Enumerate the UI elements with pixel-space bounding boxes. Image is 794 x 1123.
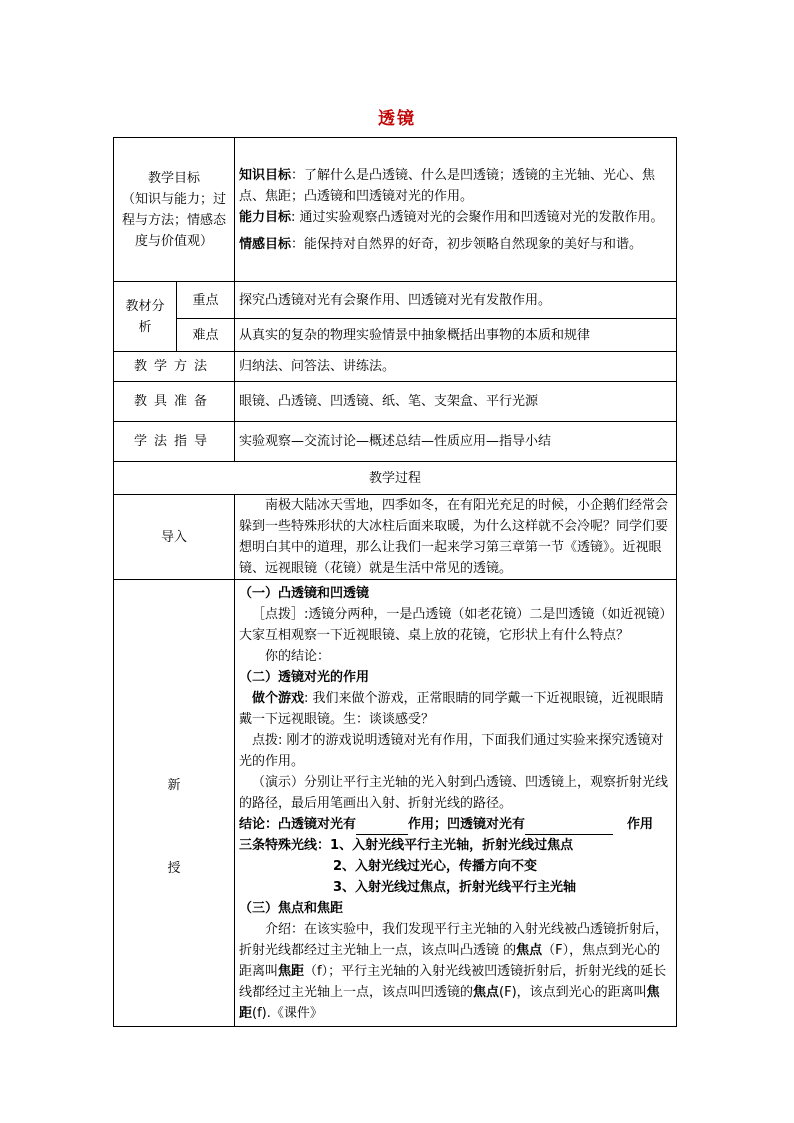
objectives-label: 教学目标: [148, 170, 201, 186]
knowledge-objective-label: 知识目标: [239, 167, 292, 183]
new-lesson-label-1: 新: [167, 778, 181, 793]
ability-objective-text: : 通过实验观察凸透镜对光的会聚作用和凹透镜对光的发散作用。: [291, 209, 664, 225]
special-rays: [239, 835, 672, 856]
ability-objective-label: 能力目标: [239, 209, 292, 225]
objectives-sublabel: （知识与能力；过程与方法；情感态度与价值观）: [122, 191, 227, 249]
method-label: 教学方法: [114, 352, 235, 382]
key-point-label: 重点: [177, 282, 235, 319]
section-2-title: （二）透镜对光的作用: [239, 670, 370, 685]
section-2-hint: 点拨: 刚才的游戏说明透镜对光有作用，下面我们通过实验来探究透镜对光的作用。: [239, 733, 664, 769]
difficulty-row: [114, 319, 677, 352]
objectives-row: [114, 138, 677, 282]
study-text: 实验观察—交流讨论—概述总结—性质应用—指导小结: [235, 422, 677, 462]
new-lesson-label-2: 授: [167, 861, 181, 876]
conclusion-text-a: 结论：凸透镜对光有: [239, 817, 357, 832]
special-ray-1: 1、入射光线平行主光轴，折射光线过焦点: [330, 838, 574, 853]
special-ray-3: 3、入射光线过焦点，折射光线平行主光轴: [333, 880, 577, 895]
special-rays-label: 三条特殊光线：: [239, 838, 331, 853]
intro-text: [235, 495, 677, 580]
section-3-title: （三）焦点和焦距: [239, 901, 344, 916]
special-ray-2: 2、入射光线过光心，传播方向不变: [333, 859, 538, 874]
difficulty-text: 从真实的复杂的物理实验情景中抽象概括出事物的本质和规律: [235, 319, 677, 352]
intro-row: [114, 495, 677, 580]
game-label: 做个游戏: [252, 691, 305, 706]
section-3-text-d: (F)，该点到光心的距离叫: [499, 985, 647, 1000]
new-lesson-content: [235, 580, 677, 1027]
key-point-row: [114, 282, 677, 319]
process-header: 教学过程: [114, 462, 677, 495]
study-label: 学法指导: [114, 422, 235, 462]
section-2-conclusion: [239, 814, 672, 835]
section-2-demo: （演示）分别让平行主光轴的光入射到凸透镜、凹透镜上，观察折射光线的路径，最后用笔画出入射、折射光线的路径。: [239, 775, 669, 811]
focus-term: 焦点: [516, 943, 543, 958]
key-point-text: 探究凸透镜对光有会聚作用、凹透镜对光有发散作用。: [235, 282, 677, 319]
method-row: [114, 352, 677, 382]
tools-row: [114, 382, 677, 422]
objectives-content: [235, 138, 677, 282]
analysis-label: 教材分析: [114, 282, 177, 352]
study-row: [114, 422, 677, 462]
game-text: : 我们来做个游戏，正常眼睛的同学戴一下近视眼镜，近视眼睛戴一下远视眼镜。生：谈谈感受？: [239, 691, 664, 727]
section-3-text-c: （f）；平行主光轴的入射光线被凹透镜折射后，折射光线的延长线都经过主光轴上一点，该点叫凹透镜的: [239, 964, 667, 1000]
section-3-text-e: (f).《课件》: [252, 1006, 323, 1021]
lesson-plan-table: [113, 137, 677, 1027]
difficulty-label: 难点: [177, 319, 235, 352]
section-1-conclusion: 你的结论：: [265, 649, 331, 664]
page-title: 透镜: [378, 109, 416, 129]
emotion-objective: [239, 234, 672, 255]
focal-length-term-2: 焦距: [239, 985, 660, 1021]
tools-label: 教具准备: [114, 382, 235, 422]
answer-blank-2: [525, 819, 613, 835]
knowledge-objective: [239, 165, 672, 207]
answer-blank-1: [356, 819, 408, 835]
objectives-label-cell: [114, 138, 235, 282]
section-2-game: [239, 688, 672, 730]
intro-paragraph: 南极大陆冰天雪地，四季如冬，在有阳光充足的时候，小企鹅们经常会躲到一些特殊形状的大冰柱后面来取暖，为什么这样就不会冷呢？同学们要想明白其中的道理，那么让我们一起来学习第三章第一节《透镜》。近视眼镜、远视眼镜（花镜）就是生活中常见的透镜。: [239, 498, 669, 576]
section-3-text-b: （F），焦点到光心的距离叫: [239, 943, 661, 979]
focal-length-term: 焦距: [278, 964, 305, 979]
conclusion-text-c: 作用: [627, 817, 654, 832]
new-lesson-row: [114, 580, 677, 1027]
method-text: 归纳法、问答法、讲练法。: [235, 352, 677, 382]
conclusion-text-b: 作用；凹透镜对光有: [408, 817, 526, 832]
ability-objective: [239, 207, 672, 228]
intro-label: 导入: [114, 495, 235, 580]
process-header-row: [114, 462, 677, 495]
emotion-objective-label: 情感目标: [239, 236, 292, 252]
section-3-text-a: 介绍：在该实验中，我们发现平行主光轴的入射光线被凸透镜折射后，折射光线都经过主光轴上一点，该点叫凸透镜 的: [239, 922, 669, 958]
new-lesson-label-cell: [114, 580, 235, 1027]
tools-text: 眼镜、凸透镜、凹透镜、纸、笔、支架盒、平行光源: [235, 382, 677, 422]
section-1-title: （一）凸透镜和凹透镜: [239, 586, 370, 601]
section-1-hint: ［点拨］:透镜分两种，一是凸透镜（如老花镜）二是凹透镜（如近视镜）大家互相观察一下近视眼镜、桌上放的花镜，它形状上有什么特点？: [239, 607, 666, 643]
knowledge-objective-text: ：了解什么是凸透镜、什么是凹透镜；透镜的主光轴、光心、焦点、焦距；凸透镜和凹透镜对光的作用。: [239, 167, 656, 204]
focus-term-2: 焦点: [473, 985, 500, 1000]
emotion-objective-text: ：能保持对自然界的好奇，初步领略自然现象的美好与和谐。: [291, 236, 643, 252]
section-3-text: [239, 919, 672, 1024]
